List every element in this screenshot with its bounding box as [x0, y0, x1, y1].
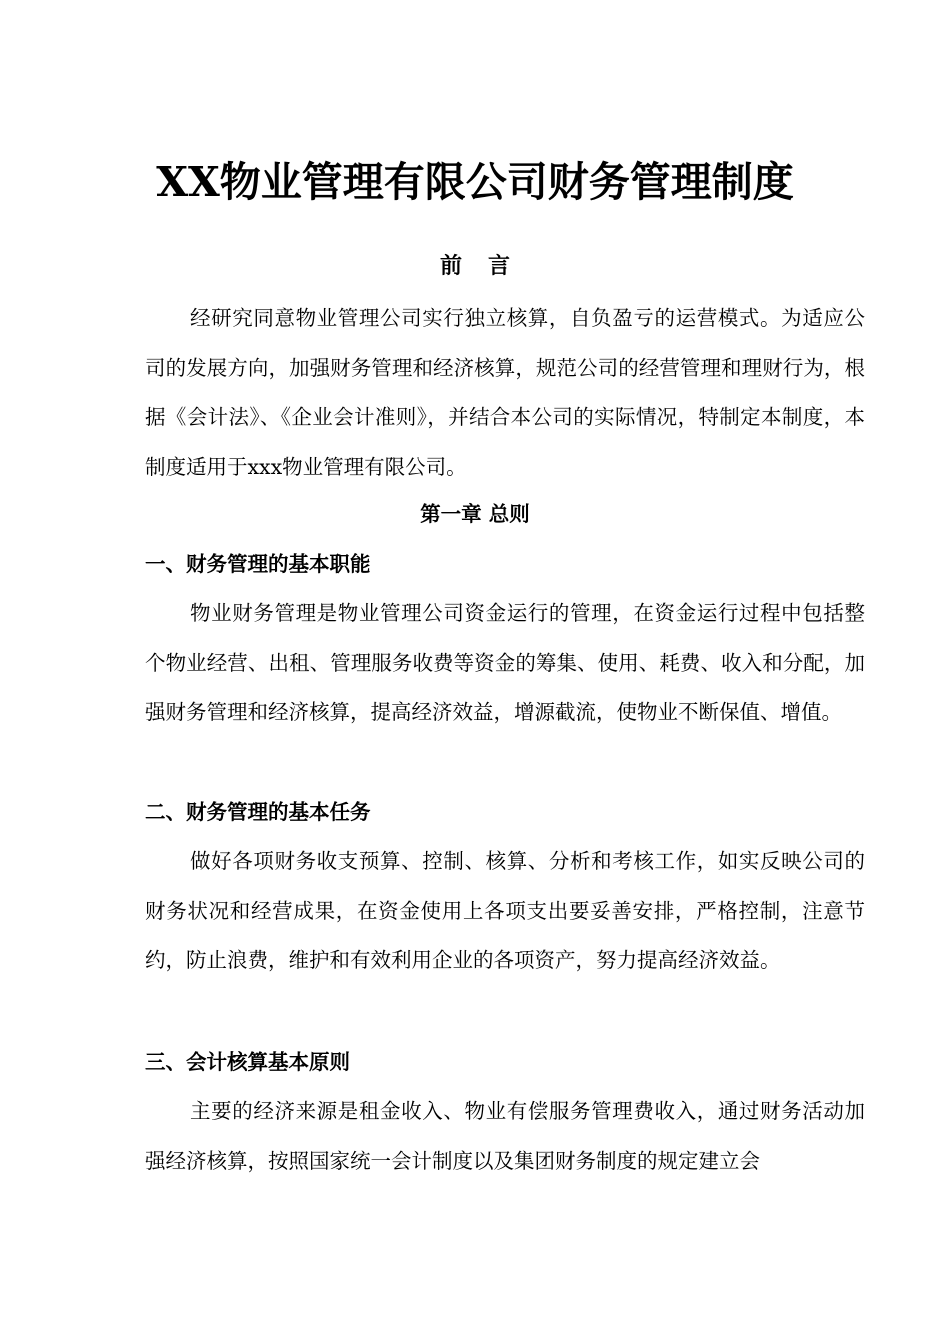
section-2-paragraph: 做好各项财务收支预算、控制、核算、分析和考核工作，如实反映公司的财务状况和经营成果，在资金使用上各项支出要妥善安排，严格控制，注意节约，防止浪费，维护和有效利用企业的各项资产，努力提高经济效益。	[145, 849, 865, 972]
section-1-heading: 一、财务管理的基本职能	[145, 552, 371, 576]
section-1-paragraph: 物业财务管理是物业管理公司资金运行的管理，在资金运行过程中包括整个物业经营、出租、管理服务收费等资金的筹集、使用、耗费、收入和分配，加强财务管理和经济核算，提高经济效益，增源截流，使物业不断保值、增值。	[145, 601, 865, 724]
document-title: XX物业管理有限公司财务管理制度	[156, 158, 794, 206]
section-3-paragraph: 主要的经济来源是租金收入、物业有偿服务管理费收入，通过财务活动加强经济核算，按照国家统一会计制度以及集团财务制度的规定建立会	[145, 1099, 865, 1173]
preface-heading-char-1: 前	[439, 253, 462, 279]
preface-heading	[0, 246, 950, 286]
preface-heading-char-2: 言	[488, 253, 511, 279]
section-2-heading: 二、财务管理的基本任务	[145, 800, 371, 824]
preface-paragraph: 经研究同意物业管理公司实行独立核算，自负盈亏的运营模式。为适应公司的发展方向，加强财务管理和经济核算，规范公司的经营管理和理财行为，根据《会计法》、《企业会计准则》，并结合本公司的实际情况，特制定本制度，本制度适用于xxx物业管理有限公司。	[145, 306, 865, 479]
section-3-heading: 三、会计核算基本原则	[145, 1050, 350, 1074]
chapter-1-heading: 第一章 总则	[420, 502, 530, 526]
